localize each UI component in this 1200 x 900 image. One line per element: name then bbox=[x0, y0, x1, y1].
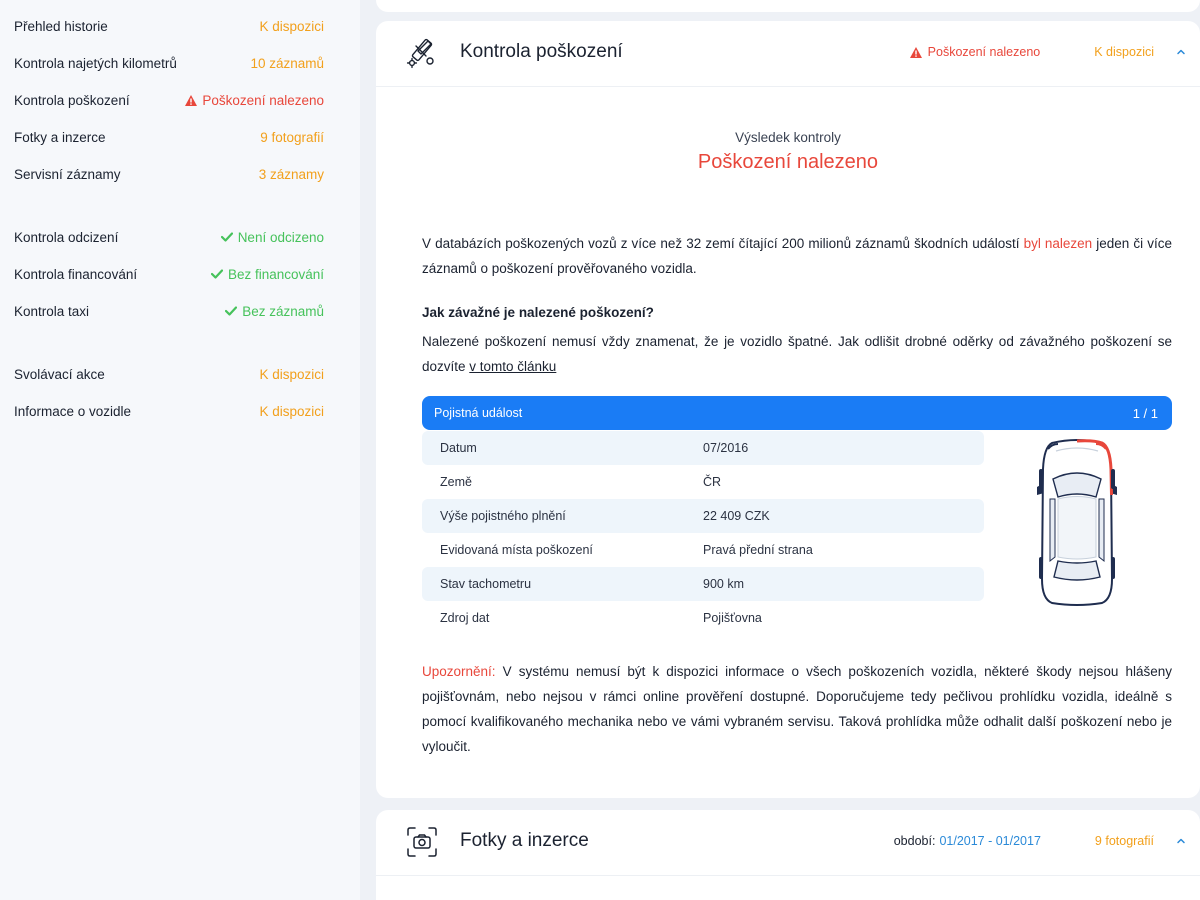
sidebar-item-status bbox=[185, 93, 324, 108]
claim-row bbox=[422, 601, 984, 635]
damage-availability: K dispozici bbox=[1094, 45, 1154, 59]
sidebar-item-status bbox=[250, 56, 324, 71]
damage-card-header-status bbox=[910, 45, 1186, 59]
explanation-text: Nalezené poškození nemusí vždy znamenat, že je vozidlo špatné. Jak odlišit drobné oděrky od závažného poškození se dozvíte bbox=[422, 334, 1172, 374]
sidebar-item-status bbox=[259, 367, 324, 382]
camera-icon bbox=[406, 826, 438, 858]
status-text: 3 záznamy bbox=[258, 166, 324, 182]
sidebar-item-status bbox=[259, 404, 324, 419]
chevron-up-icon[interactable] bbox=[1176, 47, 1186, 57]
damage-check-card bbox=[376, 21, 1200, 798]
status-text: 10 záznamů bbox=[250, 55, 324, 71]
chevron-up-icon[interactable] bbox=[1176, 836, 1186, 846]
claim-row-label: Evidovaná místa poškození bbox=[440, 543, 593, 557]
sidebar-item-history[interactable] bbox=[14, 14, 324, 38]
warning-icon bbox=[910, 47, 922, 58]
status-text: Bez záznamů bbox=[242, 303, 324, 319]
photos-card bbox=[376, 810, 1200, 900]
result-caption: Výsledek kontroly bbox=[735, 130, 841, 145]
claim-row-value: ČR bbox=[703, 475, 722, 489]
description-text-end: jeden či více záznamů o poškození prověřovaného vozidla. bbox=[422, 236, 1172, 276]
status-text: K dispozici bbox=[259, 403, 324, 419]
sidebar-item-photos[interactable] bbox=[14, 125, 324, 149]
sidebar-item-label: Kontrola financování bbox=[14, 266, 138, 282]
sidebar-item-recalls[interactable] bbox=[14, 362, 324, 386]
claim-row bbox=[422, 533, 984, 567]
sidebar-item-label: Kontrola taxi bbox=[14, 303, 90, 319]
status-text: K dispozici bbox=[259, 366, 324, 382]
sidebar-item-label: Servisní záznamy bbox=[14, 166, 121, 182]
result-value: Poškození nalezeno bbox=[697, 151, 879, 173]
claim-row-value: Pravá přední strana bbox=[703, 543, 813, 557]
damage-warning-text: Poškození nalezeno bbox=[927, 45, 1041, 59]
sidebar-item-label: Kontrola odcizení bbox=[14, 229, 119, 245]
sidebar-item-vehicle-info[interactable] bbox=[14, 399, 324, 423]
claim-row-value: 900 km bbox=[703, 577, 744, 591]
sidebar-item-taxi[interactable] bbox=[14, 299, 324, 323]
notice-label: Upozornění: bbox=[422, 664, 496, 679]
severity-question: Jak závažné je nalezené poškození? bbox=[422, 305, 654, 320]
period-label: období: bbox=[893, 834, 936, 848]
status-text: 9 fotografií bbox=[260, 129, 324, 145]
sidebar-item-financing[interactable] bbox=[14, 262, 324, 286]
claim-row-value: 07/2016 bbox=[703, 441, 749, 455]
warning-icon bbox=[185, 95, 197, 106]
claim-row-label: Zdroj dat bbox=[440, 611, 490, 625]
previous-section-card bbox=[376, 0, 1200, 12]
sidebar-item-label: Kontrola najetých kilometrů bbox=[14, 55, 177, 71]
description-text: V databázích poškozených vozů z více než 32 zemí čítající 200 milionů záznamů škodních událostí bbox=[422, 236, 1024, 251]
photos-card-header[interactable] bbox=[376, 810, 1200, 876]
sidebar-item-service[interactable] bbox=[14, 162, 324, 186]
damage-description bbox=[422, 231, 1172, 281]
claim-row-label: Výše pojistného plnění bbox=[440, 509, 566, 523]
claim-row-value: 22 409 CZK bbox=[703, 509, 770, 523]
article-link[interactable]: v tomto článku bbox=[469, 359, 557, 374]
claim-row bbox=[422, 499, 984, 533]
period-value: 01/2017 - 01/2017 bbox=[939, 834, 1041, 848]
description-highlight: byl nalezen bbox=[1023, 236, 1093, 251]
sidebar-item-label: Přehled historie bbox=[14, 18, 108, 34]
sidebar bbox=[0, 0, 360, 900]
sidebar-item-label: Fotky a inzerce bbox=[14, 129, 106, 145]
sidebar-item-status bbox=[221, 230, 324, 245]
check-icon bbox=[225, 306, 237, 316]
photos-card-title: Fotky a inzerce bbox=[460, 830, 589, 851]
status-text: Poškození nalezeno bbox=[202, 92, 324, 108]
notice-text: V systému nemusí být k dispozici informace o všech poškozeních vozidla, některé škody nejsou hlášeny pojišťovnám, nebo nejsou v rámci online prověření dostupné. Doporučujeme tedy pečlivou prohlídku vozidla, ideálně s pomocí kvalifikovaného mechanika nebo ve vámi vybraném servisu. Taková prohlídka může odhalit další poškození nebo je vyloučit. bbox=[422, 664, 1172, 754]
sidebar-item-status bbox=[259, 167, 324, 182]
claim-row-label: Datum bbox=[440, 441, 477, 455]
sidebar-item-mileage[interactable] bbox=[14, 51, 324, 75]
claim-pagination: 1 / 1 bbox=[1132, 405, 1158, 421]
damage-warning-badge bbox=[910, 45, 1041, 59]
sidebar-item-status bbox=[211, 267, 324, 282]
damage-card-header[interactable] bbox=[376, 21, 1200, 87]
status-text: Není odcizeno bbox=[237, 229, 324, 245]
claim-row-value: Pojišťovna bbox=[703, 611, 762, 625]
check-icon bbox=[221, 232, 233, 242]
sidebar-item-theft[interactable] bbox=[14, 225, 324, 249]
photos-count: 9 fotografií bbox=[1094, 834, 1154, 848]
claim-row bbox=[422, 431, 984, 465]
sidebar-item-status bbox=[225, 304, 324, 319]
sidebar-item-status bbox=[259, 19, 324, 34]
sidebar-item-damage[interactable] bbox=[14, 88, 324, 112]
sidebar-item-status bbox=[260, 130, 324, 145]
sidebar-item-label: Kontrola poškození bbox=[14, 92, 130, 108]
status-text: Bez financování bbox=[227, 266, 324, 282]
photos-card-header-status bbox=[894, 834, 1186, 848]
warning-notice bbox=[422, 659, 1172, 759]
claim-row bbox=[422, 567, 984, 601]
check-icon bbox=[211, 269, 223, 279]
car-damage-diagram bbox=[1036, 439, 1118, 607]
severity-explanation bbox=[422, 329, 1172, 379]
claim-row bbox=[422, 465, 984, 499]
claim-header bbox=[422, 396, 1172, 430]
tools-icon bbox=[406, 37, 438, 69]
damage-card-title: Kontrola poškození bbox=[460, 41, 623, 62]
claim-row-label: Země bbox=[440, 475, 472, 489]
status-text: K dispozici bbox=[259, 18, 324, 34]
claim-row-label: Stav tachometru bbox=[440, 577, 532, 591]
sidebar-item-label: Svolávací akce bbox=[14, 366, 105, 382]
claim-title: Pojistná událost bbox=[434, 406, 523, 420]
sidebar-item-label: Informace o vozidle bbox=[14, 403, 132, 419]
